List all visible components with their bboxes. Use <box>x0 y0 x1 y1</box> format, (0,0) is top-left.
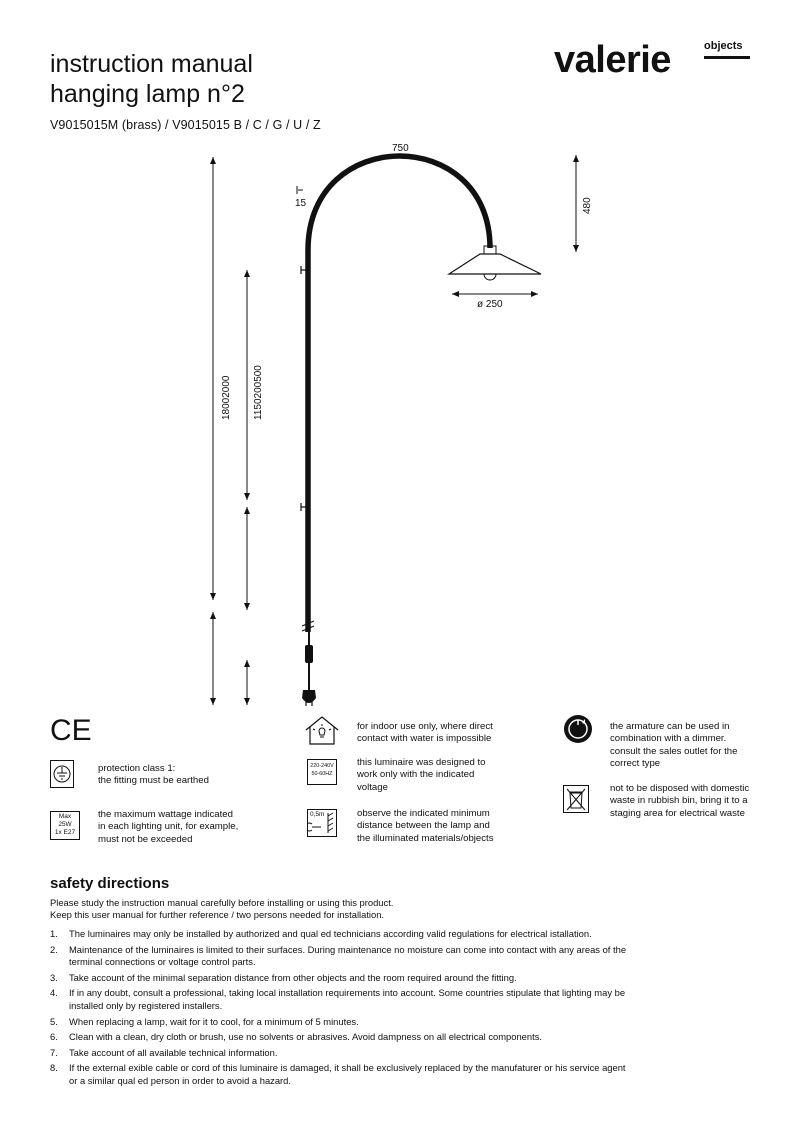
voltage-caption: this luminaire was designed to work only with the indicated voltage <box>357 757 486 793</box>
list-item: 8. If the external exible cable or cord of this luminaire is damaged, it shall be exclusively replaced by the manufaturer or his service agent or a similar qual ed person in order to avoid a hazard. <box>50 1062 626 1086</box>
list-item: 3. Take account of the minimal separation distance from other objects and the room required around the fitting. <box>50 971 517 983</box>
voltage-icon: 220-240V 50-60HZ <box>307 759 337 785</box>
dim-shade-label: ø 250 <box>477 299 503 310</box>
list-item: 4. If in any doubt, consult a professional, taking local installation requirements into account. Some countries stipulate that lighting may be installed only by registered installers. <box>50 987 626 1011</box>
lamp-technical-drawing <box>0 140 802 720</box>
safety-intro-line2: Keep this user manual for further reference / two persons needed for installation. <box>50 909 385 920</box>
distance-caption: observe the indicated minimum distance between the lamp and the illuminated materials/objects <box>357 808 494 844</box>
dim-section-label: 1150200500 <box>253 365 264 420</box>
safety-rules-list <box>50 928 630 1091</box>
class1-caption: protection class 1: the fitting must be earthed <box>98 763 209 787</box>
safety-title: safety directions <box>50 875 170 892</box>
disposal-caption: not to be disposed with domestic waste in rubbish bin, bring it to a staging area for electrical waste <box>610 783 750 819</box>
dimmer-caption: the armature can be used in combination with a dimmer. consult the sales outlet for the correct type <box>610 721 738 770</box>
indoor-use-icon <box>304 714 340 746</box>
ce-mark-icon: CE <box>50 714 92 747</box>
list-item: 7. Take account of all available technical information. <box>50 1046 278 1058</box>
list-item: 1. The luminaires may only be installed by authorized and qual ed technicians according valid regulations for electrical istallation. <box>50 928 592 939</box>
list-item: 5. When replacing a lamp, wait for it to cool, for a minimum of 5 minutes. <box>50 1015 359 1027</box>
model-numbers: V9015015M (brass) / V9015015 B / C / G / U / Z <box>50 118 321 132</box>
product-title: hanging lamp n°2 <box>50 80 245 108</box>
cable-switch <box>305 645 313 663</box>
minimum-distance-icon: 0,5m <box>307 809 337 837</box>
list-item: 6. Clean with a clean, dry cloth or brush, use no solvents or abrasives. Avoid dampness on all electrical components. <box>50 1031 542 1043</box>
indoor-caption: for indoor use only, where direct contact with water is impossible <box>357 721 493 745</box>
wattage-caption: the maximum wattage indicated in each lighting unit, for example, must not be exceeded <box>98 809 239 845</box>
dim-drop-label: 480 <box>582 197 593 214</box>
lamp-bulb <box>484 274 496 280</box>
power-plug <box>302 690 316 703</box>
list-item: 2. Maintenance of the luminaires is limited to their surfaces. During maintenance no moisture can come into contact with any areas of the terminal connections or voltage control parts. <box>50 943 627 968</box>
protection-class-icon <box>50 760 74 788</box>
brand-logo: valerie <box>554 39 671 81</box>
brand-logo-sub: objects <box>704 40 743 52</box>
max-wattage-icon: Max 25W 1x E27 <box>50 811 80 840</box>
brand-logo-underline <box>704 56 750 59</box>
weee-disposal-icon <box>563 785 589 813</box>
dimmer-icon <box>563 714 593 744</box>
lamp-arm <box>308 156 490 632</box>
safety-intro-line1: Please study the instruction manual carefully before installing or using this product. <box>50 897 394 908</box>
manual-title: instruction manual <box>50 50 253 78</box>
lamp-shade <box>449 254 541 274</box>
dim-total-height-label: 18002000 <box>221 375 232 420</box>
dim-width-label: 750 <box>392 143 409 154</box>
dim-rod-label: 15 <box>295 198 307 209</box>
